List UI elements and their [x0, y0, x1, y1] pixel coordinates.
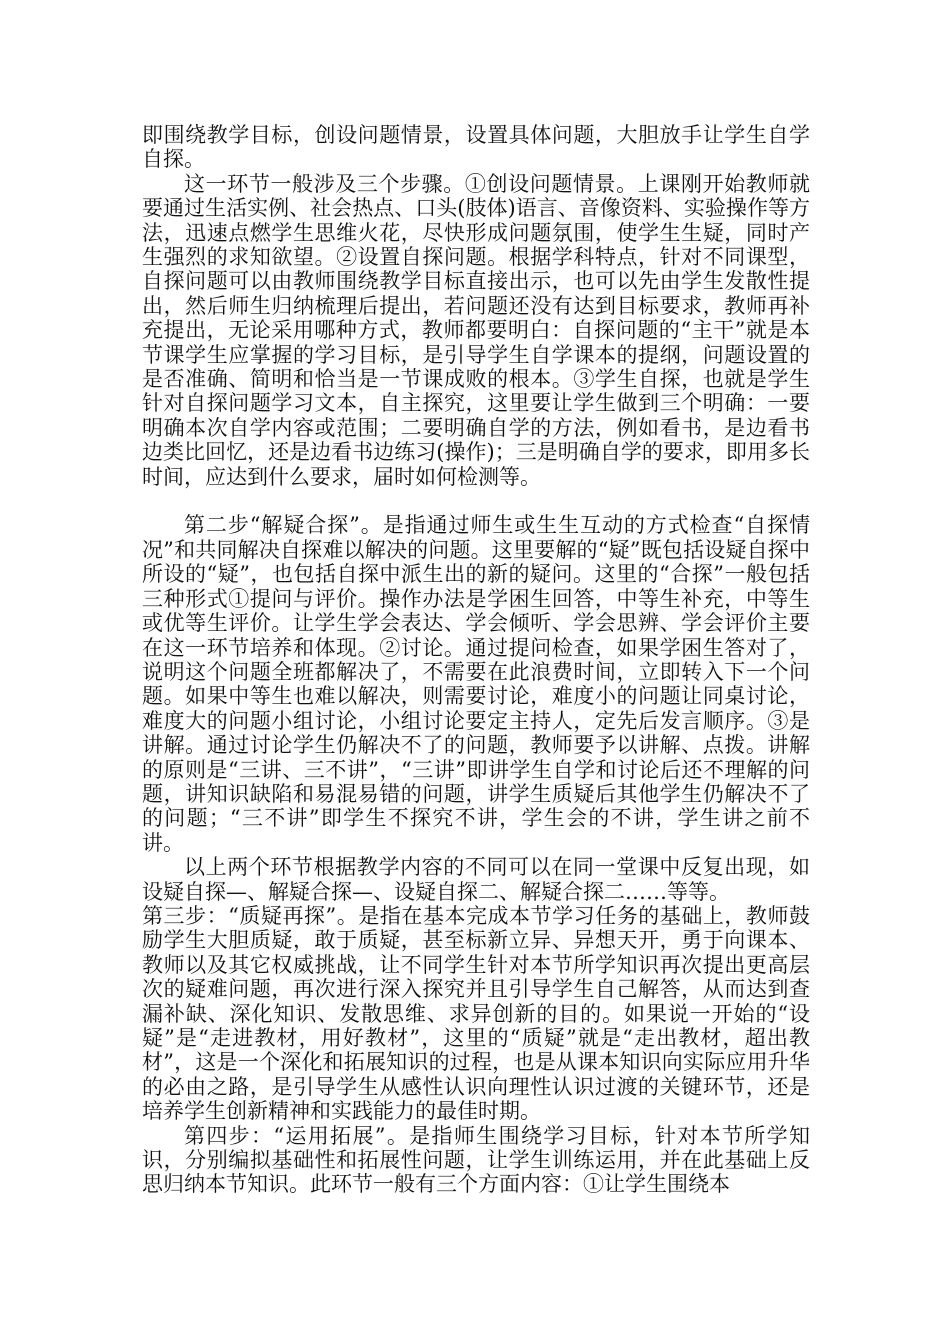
- paragraph-repeat-note: 以上两个环节根据教学内容的不同可以在同一堂课中反复出现，如设疑自探—、解疑合探—、设疑自探二、解疑合探二……等等。: [142, 855, 810, 904]
- paragraph-three-steps: 这一环节一般涉及三个步骤。①创设问题情景。上课刚开始教师就要通过生活实例、社会热点、口头(肢体)语言、音像资料、实验操作等方法，迅速点燃学生思维火花，尽快形成问题氛围，使学生生疑，同时产生强烈的求知欲望。②设置自探问题。根据学科特点，针对不同课型，自探问题可以由教师围绕教学目标直接出示，也可以先由学生发散性提出，然后师生归纳梳理后提出，若问题还没有达到目标要求，教师再补充提出，无论采用哪种方式，教师都要明白：自探问题的“主干”就是本节课学生应掌握的学习目标，是引导学生自学课本的提纲，问题设置的是否准确、简明和恰当是一节课成败的根本。③学生自探，也就是学生针对自探问题学习文本，自主探究，这里要让学生做到三个明确：一要明确本次自学内容或范围；二要明确自学的方法，例如看书，是边看书边类比回忆，还是边看书边练习(操作)；三是明确自学的要求，即用多长时间，应达到什么要求，届时如何检测等。: [142, 171, 810, 489]
- paragraph-step-four: 第四步：“运用拓展”。是指师生围绕学习目标，针对本节所学知识，分别编拟基础性和拓展性问题，让学生训练运用，并在此基础上反思归纳本节知识。此环节一般有三个方面内容：①让学生围绕本: [142, 1123, 810, 1197]
- paragraph-step-two: 第二步“解疑合探”。是指通过师生或生生互动的方式检查“自探情况”和共同解决自探难以解决的问题。这里要解的“疑”既包括设疑自探中所设的“疑”，也包括自探中派生出的新的疑问。这里的“合探”一般包括三种形式①提问与评价。操作办法是学困生回答，中等生补充，中等生或优等生评价。让学生学会表达、学会倾听、学会思辨、学会评价主要在这一环节培养和体现。②讨论。通过提问检查，如果学困生答对了，说明这个问题全班都解决了，不需要在此浪费时间，立即转入下一个问题。如果中等生也难以解决，则需要讨论，难度小的问题让同桌讨论，难度大的问题小组讨论，小组讨论要定主持人，定先后发言顺序。③是讲解。通过讨论学生仍解决不了的问题，教师要予以讲解、点拨。讲解的原则是“三讲、三不讲”，“三讲”即讲学生自学和讨论后还不理解的问题，讲知识缺陷和易混易错的问题，讲学生质疑后其他学生仍解决不了的问题；“三不讲”即学生不探究不讲，学生会的不讲，学生讲之前不讲。: [142, 513, 810, 855]
- paragraph-gap: [142, 489, 810, 513]
- paragraph-continuation: 即围绕教学目标，创设问题情景，设置具体问题，大胆放手让学生自学自探。: [142, 123, 810, 172]
- document-page: [142, 123, 810, 1197]
- paragraph-step-three: 第三步：“质疑再探”。是指在基本完成本节学习任务的基础上，教师鼓励学生大胆质疑，敢于质疑，甚至标新立异、异想天开，勇于向课本、教师以及其它权威挑战，让不同学生针对本节所学知识再次提出更高层次的疑难问题，再次进行深入探究并且引导学生自己解答，从而达到查漏补缺、深化知识、发散思维、求异创新的目的。如果说一开始的“设疑”是“走进教材，用好教材”，这里的“质疑”就是“走出教材，超出教材”，这是一个深化和拓展知识的过程，也是从课本知识向实际应用升华的必由之路，是引导学生从感性认识向理性认识过渡的关键环节，还是培养学生创新精神和实践能力的最佳时期。: [142, 903, 810, 1124]
